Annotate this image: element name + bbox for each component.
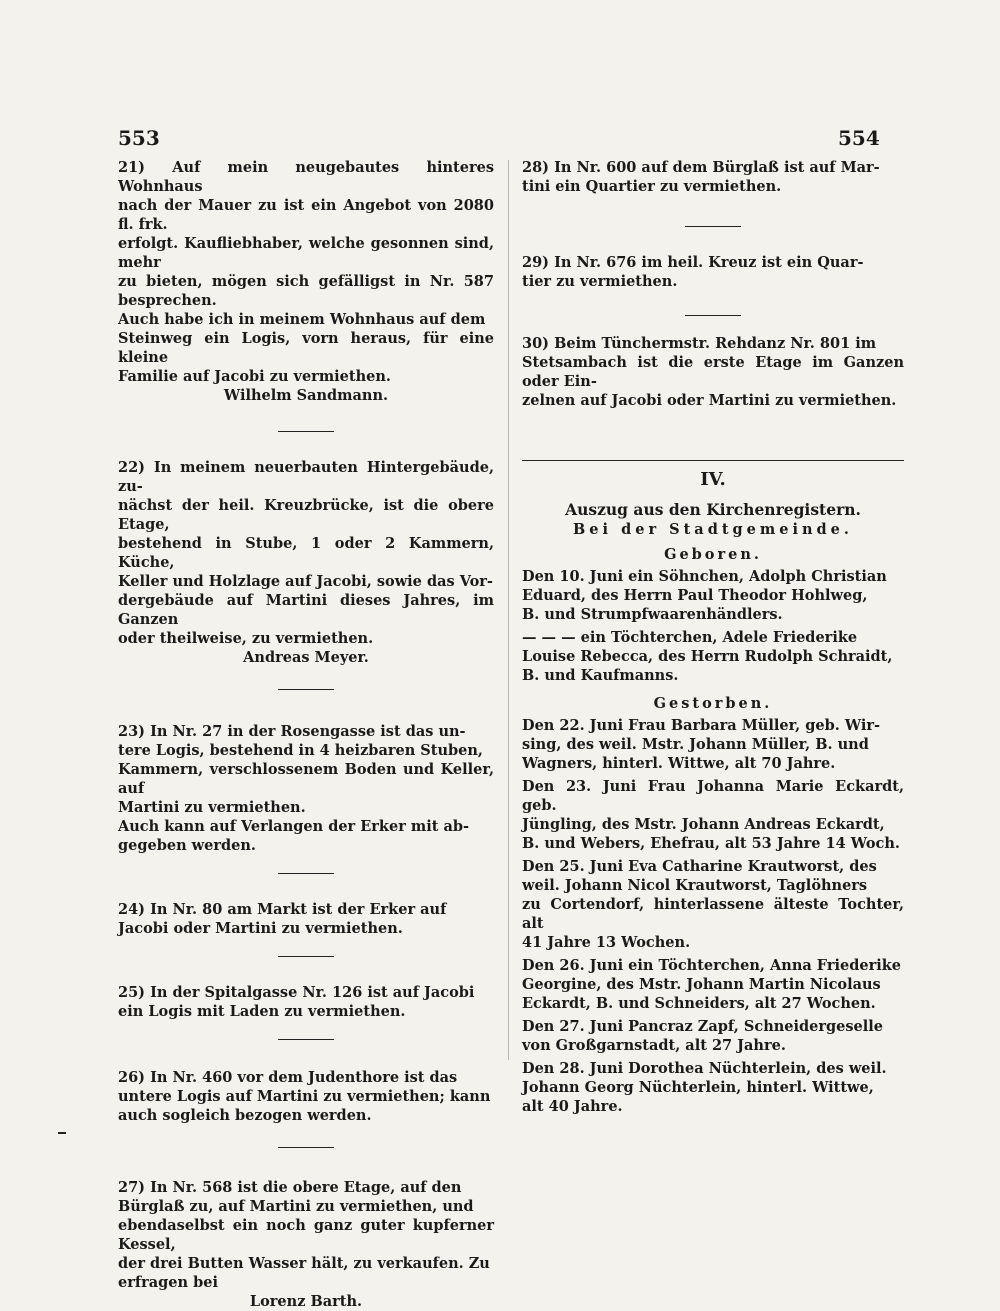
notice-line: 21) Auf mein neugebautes hinteres Wohnhaus [118,159,494,195]
notice-line: untere Logis auf Martini zu vermiethen; kann [118,1088,491,1105]
notice-line: Den 28. Juni Dorothea Nüchterlein, des weil. [522,1060,887,1077]
section-subtitle: Bei der Stadtgemeinde. [573,521,853,538]
separator-rule [278,873,334,874]
notice-line: 41 Jahre 13 Wochen. [522,934,691,951]
notice-line: Stetsambach ist die erste Etage im Ganzen oder Ein- [522,354,904,390]
notice-line: dergebäude auf Martini dieses Jahres, im Ganzen [118,592,494,628]
death-entry-23 [522,777,904,853]
notice-line: 22) In meinem neuerbauten Hintergebäude, zu- [118,459,494,495]
notice-line: Wagners, hinterl. Wittwe, alt 70 Jahre. [522,755,836,772]
notice-30 [522,334,904,410]
deaths-heading: Gestorben. [653,695,773,712]
notice-line: Familie auf Jacobi zu vermiethen. [118,368,391,385]
notice-line: Jacobi oder Martini zu vermiethen. [118,920,403,937]
notice-line: Georgine, des Mstr. Johann Martin Nicolaus [522,976,881,993]
notice-line: Auch habe ich in meinem Wohnhaus auf dem [118,311,486,328]
signature-barth: Lorenz Barth. [249,1293,363,1310]
notice-26 [118,1068,494,1125]
births-heading: Geboren. [664,546,762,563]
notice-line: Martini zu vermiethen. [118,799,306,816]
separator-rule [278,689,334,690]
notice-line: tere Logis, bestehend in 4 heizbaren Stuben, [118,742,483,759]
column-divider [508,160,509,1060]
notice-line: Auch kann auf Verlangen der Erker mit ab- [118,818,470,835]
notice-line: Kammern, verschlossenem Boden und Keller, auf [118,761,494,797]
notice-line: zu Cortendorf, hinterlassene älteste Tochter, alt [522,896,904,932]
notice-line: erfolgt. Kaufliebhaber, welche gesonnen sind, mehr [118,235,494,271]
death-entry-26 [522,956,904,1013]
notice-line: Bürglaß zu, auf Martini zu vermiethen, und [118,1198,474,1215]
notice-line: Den 10. Juni ein Söhnchen, Adolph Christian [522,568,887,585]
notice-line: Steinweg ein Logis, vorn heraus, für eine kleine [118,330,494,366]
notice-line: 23) In Nr. 27 in der Rosengasse ist das un- [118,723,466,740]
notice-line: Johann Georg Nüchterlein, hinterl. Wittwe, [522,1079,874,1096]
death-entry-27 [522,1017,904,1055]
notice-line: tier zu vermiethen. [522,273,678,290]
separator-rule [278,1039,334,1040]
section-title: Auszug aus den Kirchenregistern. [565,500,861,519]
margin-mark [58,1132,66,1134]
notice-line: Den 25. Juni Eva Catharine Krautworst, des [522,858,877,875]
notice-line: ebendaselbst ein noch ganz guter kupferner Kessel, [118,1217,494,1253]
notice-line: Den 23. Juni Frau Johanna Marie Eckardt, geb. [522,778,904,814]
notice-line: erfragen bei [118,1274,218,1291]
notice-line: 29) In Nr. 676 im heil. Kreuz ist ein Quar- [522,254,864,271]
death-entry-22 [522,716,904,773]
notice-line: nach der Mauer zu ist ein Angebot von 2080 fl. frk. [118,197,494,233]
death-entry-28 [522,1059,904,1116]
notice-line: 28) In Nr. 600 auf dem Bürglaß ist auf Mar- [522,159,880,176]
notice-21 [118,158,494,386]
notice-line: zelnen auf Jacobi oder Martini zu vermiethen. [522,392,897,409]
notice-29 [522,253,904,291]
notice-line: Keller und Holzlage auf Jacobi, sowie das Vor- [118,573,493,590]
notice-line: Den 26. Juni ein Töchterchen, Anna Friederike [522,957,901,974]
left-column [118,158,494,1311]
notice-23 [118,722,494,855]
notice-line: 27) In Nr. 568 ist die obere Etage, auf den [118,1179,462,1196]
notice-line: 26) In Nr. 460 vor dem Judenthore ist das [118,1069,458,1086]
separator-rule [278,956,334,957]
notice-line: B. und Kaufmanns. [522,667,679,684]
notice-line: 25) In der Spitalgasse Nr. 126 ist auf Jacobi [118,984,475,1001]
separator-rule [278,431,334,432]
notice-line: B. und Strumpfwaarenhändlers. [522,606,783,623]
notice-line: ein Logis mit Laden zu vermiethen. [118,1003,406,1020]
right-column [522,158,904,1116]
notice-line: — — — ein Töchterchen, Adele Friederike [522,629,858,646]
notice-line: der drei Butten Wasser hält, zu verkaufen. Zu [118,1255,490,1272]
death-entry-25 [522,857,904,952]
notice-28 [522,158,904,196]
separator-rule [685,315,741,316]
notice-line: 30) Beim Tünchermstr. Rehdanz Nr. 801 im [522,335,877,352]
notice-line: sing, des weil. Mstr. Johann Müller, B. und [522,736,869,753]
notice-line: Louise Rebecca, des Herrn Rudolph Schraidt, [522,648,893,665]
birth-entry-1 [522,567,904,624]
notice-line: Eduard, des Herrn Paul Theodor Hohlweg, [522,587,868,604]
signature-sandmann: Wilhelm Sandmann. [223,387,389,404]
notice-line: Jüngling, des Mstr. Johann Andreas Eckardt, [522,816,885,833]
notice-line: auch sogleich bezogen werden. [118,1107,372,1124]
birth-entry-2 [522,628,904,685]
separator-rule [685,226,741,227]
notice-27 [118,1178,494,1292]
page-number-right: 554 [838,126,880,150]
notice-line: Den 27. Juni Pancraz Zapf, Schneidergeselle [522,1018,884,1035]
notice-line: tini ein Quartier zu vermiethen. [522,178,782,195]
notice-line: alt 40 Jahre. [522,1098,623,1115]
notice-line: 24) In Nr. 80 am Markt ist der Erker auf [118,901,447,918]
page-number-left: 553 [118,126,160,150]
notice-line: gegeben werden. [118,837,256,854]
notice-line: Den 22. Juni Frau Barbara Müller, geb. Wir- [522,717,881,734]
signature-meyer: Andreas Meyer. [243,649,369,666]
notice-line: weil. Johann Nicol Krautworst, Taglöhners [522,877,868,894]
notice-line: B. und Webers, Ehefrau, alt 53 Jahre 14 Woch. [522,835,900,852]
notice-line: nächst der heil. Kreuzbrücke, ist die obere Etage, [118,497,494,533]
separator-rule [278,1147,334,1148]
notice-line: Eckardt, B. und Schneiders, alt 27 Wochen. [522,995,876,1012]
section-number: IV. [700,469,726,490]
notice-24 [118,900,494,938]
section-rule [522,460,904,461]
notice-line: oder theilweise, zu vermiethen. [118,630,374,647]
notice-25 [118,983,494,1021]
notice-line: bestehend in Stube, 1 oder 2 Kammern, Küche, [118,535,494,571]
notice-line: zu bieten, mögen sich gefälligst in Nr. 587 besprechen. [118,273,494,309]
notice-22 [118,458,494,648]
notice-line: von Großgarnstadt, alt 27 Jahre. [522,1037,786,1054]
